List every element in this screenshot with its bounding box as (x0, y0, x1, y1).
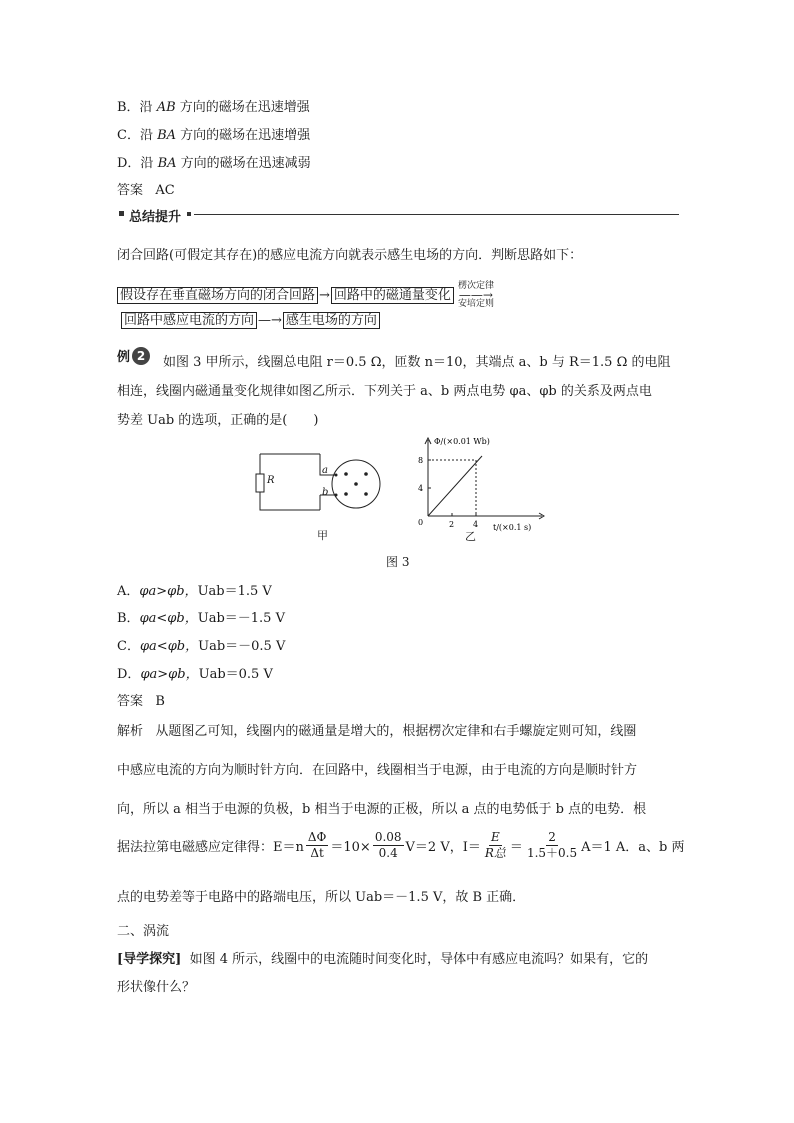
x-tick-label: 4 (473, 520, 479, 529)
node-a-label: a (322, 465, 328, 476)
flow-arrow-line: ——→ (458, 288, 493, 302)
option-b: B．沿 AB 方向的磁场在迅速增强 (117, 100, 310, 115)
field-dot (344, 472, 348, 476)
coil-lead-a (335, 474, 338, 477)
flow-arrow-2: —→ (258, 313, 282, 328)
choice-d: D．φa>φb，Uab＝0.5 V (117, 667, 273, 682)
fraction-values: $\frac{0.08}{0.4}$ (374, 830, 402, 860)
guide-line-2: 形状像什么？ (117, 980, 196, 995)
field-dot (364, 472, 368, 476)
fraction-dphi-dt: $\frac{\Delta\Phi}{\Delta t}$ (307, 830, 327, 860)
fraction-current: $\frac{2}{1.5+0.5}$ (526, 830, 578, 860)
choice-c: C．φa<φb，Uab＝－0.5 V (117, 639, 286, 654)
caption-right: 乙 (465, 530, 476, 543)
flow-row-2 (121, 312, 380, 329)
analysis-label: 解析 (117, 724, 144, 739)
caption-left: 甲 (317, 529, 328, 542)
flow-arrow-bottom: 安培定则 (457, 299, 494, 309)
y-tick-label: 8 (418, 456, 424, 465)
guide-label: [导学探究] (117, 952, 182, 967)
flow-box-3: 回路中感应电流的方向 (121, 312, 257, 329)
resistor (256, 474, 264, 492)
flow-box-1: 假设存在垂直磁场方向的闭合回路 (117, 287, 318, 304)
example-label: 例 2 (117, 346, 150, 365)
field-dot (364, 492, 368, 496)
guide-line-1: [导学探究] 如图 4 所示，线圈中的电流随时间变化时，导体中有感应电流吗？如果有，它的 (117, 952, 649, 967)
flow-box-2: 回路中的磁通量变化 (331, 287, 454, 304)
choice-a: A．φa>φb，Uab＝1.5 V (117, 584, 272, 599)
field-dot (344, 492, 348, 496)
fraction-e-r: $\frac{E}{\text{R总}}$ (484, 830, 506, 860)
option-d: D．沿 BA 方向的磁场在迅速减弱 (117, 156, 311, 171)
example-number-badge: 2 (132, 347, 150, 365)
example-line-3: 势差 Uab 的选项，正确的是( ) (117, 413, 319, 428)
example-line-2: 相连，线圈内磁通量变化规律如图乙所示．下列关于 a、b 两点电势 φa、φb 的关系及两点电 (117, 384, 652, 399)
answer-2: 答案 B (117, 694, 165, 709)
analysis-line-5: 点的电势差等于电路中的路端电压，所以 Uab＝－1.5 V，故 B 正确． (117, 890, 526, 905)
summary-header (117, 206, 679, 225)
flow-row-1 (117, 281, 494, 309)
node-b-label: b (322, 487, 329, 498)
y-axis-label: Φ/(×0.01 Wb) (434, 437, 490, 446)
coil-lead-b (335, 494, 338, 497)
flow-arrow-labeled (458, 281, 494, 309)
flow-box-4: 感生电场的方向 (283, 312, 380, 329)
resistor-label: R (267, 475, 275, 486)
x-tick-label: 2 (449, 520, 455, 529)
y-tick-label: 4 (418, 484, 424, 493)
summary-divider-dot (187, 212, 191, 216)
x-tick-label: 0 (418, 518, 424, 527)
summary-square-icon (119, 211, 124, 216)
figure-caption: 图 3 (386, 555, 410, 569)
phi-t-chart (412, 434, 552, 534)
field-dot (354, 482, 358, 486)
answer-1: 答案 AC (117, 183, 175, 198)
section-title: 二、涡流 (117, 924, 170, 939)
analysis-line-1: 解析 从题图乙可知，线圈内的磁通量是增大的，根据楞次定律和右手螺旋定则可知，线圈 (117, 724, 637, 739)
choice-b: B．φa<φb，Uab＝－1.5 V (117, 611, 285, 626)
summary-text: 闭合回路(可假定其存在)的感应电流方向就表示感生电场的方向．判断思路如下： (117, 248, 583, 263)
flow-arrow-1: → (319, 287, 330, 303)
flow-arrow-top: 楞次定律 (457, 281, 494, 291)
analysis-line-4: 据法拉第电磁感应定律得：E＝n $\frac{\Delta\Phi}{\Delta t}$ ＝10× $\frac{0.08}{0.4}$ V＝2 V，I＝ $\frac{E}{\text{R总}}$ ＝ $\frac{2}{1.5+0.5}$ A＝1 A．a、b 两 (117, 830, 685, 860)
option-c: C．沿 BA 方向的磁场在迅速增强 (117, 128, 311, 143)
phi-series-line (428, 456, 482, 516)
summary-title: 总结提升 (129, 210, 182, 225)
x-axis-label: t/(×0.1 s) (493, 523, 532, 532)
analysis-line-3: 向，所以 a 相当于电源的负极，b 相当于电源的正极，所以 a 点的电势低于 b 点的电势．根 (117, 802, 647, 817)
summary-divider (194, 214, 679, 215)
analysis-line-2: 中感应电流的方向为顺时针方向．在回路中，线圈相当于电源，由于电流的方向是顺时针方 (117, 763, 638, 778)
example-line-1: 如图 3 甲所示，线圈总电阻 r＝0.5 Ω，匝数 n＝10，其端点 a、b 与 R＝1.5 Ω 的电阻 (163, 355, 671, 370)
